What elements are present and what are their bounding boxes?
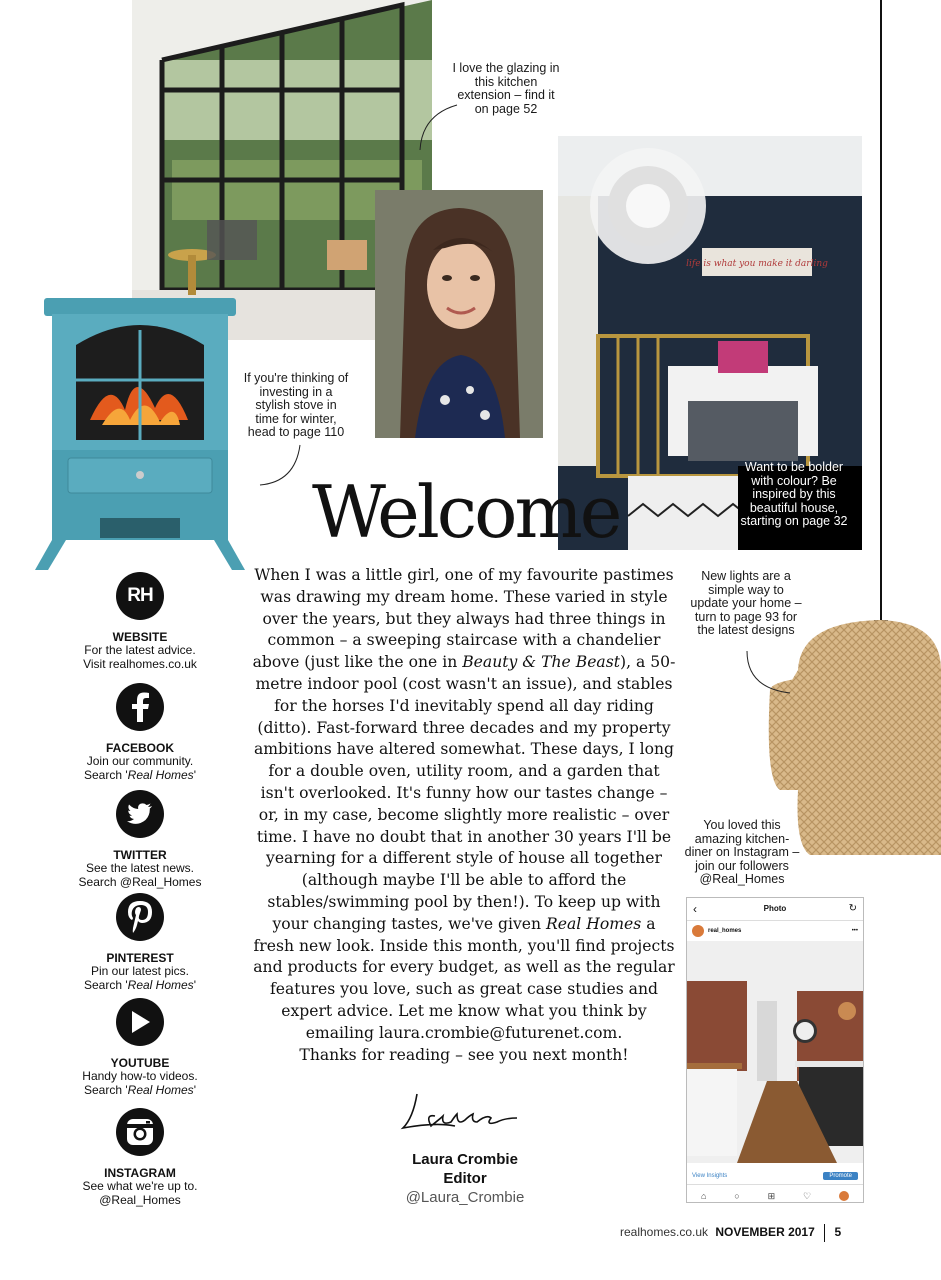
instagram-caption: You loved this amazing kitchen-diner on Instagram – join our followers @Real_Homes	[684, 818, 800, 886]
social-line-part: Search '	[84, 1082, 128, 1097]
social-line: Handy how-to videos.	[82, 1069, 198, 1083]
facebook-icon	[116, 683, 164, 731]
phone-header-title: Photo	[763, 904, 787, 913]
home-icon[interactable]: ⌂	[700, 1191, 707, 1201]
letter-paragraph	[252, 565, 676, 1045]
social-youtube[interactable]	[70, 998, 210, 1097]
more-options-icon[interactable]: •••	[851, 928, 858, 934]
promote-button[interactable]: Promote	[823, 1172, 858, 1180]
stove-pointer-line	[255, 440, 305, 490]
social-line	[70, 1084, 210, 1098]
phone-header	[687, 898, 863, 921]
glazing-caption: I love the glazing in this kitchen extension – find it on page 52	[452, 61, 560, 116]
twitter-icon	[116, 790, 164, 838]
social-line-part: Search '	[84, 977, 128, 992]
search-icon[interactable]: ○	[734, 1191, 740, 1201]
post-account-row	[687, 921, 863, 941]
editor-letter	[252, 565, 676, 1066]
heart-icon[interactable]: ♡	[803, 1190, 812, 1201]
youtube-icon	[116, 998, 164, 1046]
social-line	[70, 979, 210, 993]
lights-pointer-line	[742, 648, 792, 698]
social-line: Join our community.	[86, 754, 194, 768]
bedroom-caption: Want to be bolder with colour? Be inspired by this beautiful house, starting on page 32	[740, 460, 848, 528]
editor-credit	[360, 1150, 570, 1207]
social-pinterest[interactable]	[70, 893, 210, 992]
social-line-part: '	[193, 977, 196, 992]
social-line-part: Search '	[84, 767, 128, 782]
editor-handle[interactable]: @Laura_Crombie	[405, 1189, 525, 1206]
editor-role: Editor	[443, 1170, 487, 1187]
social-line: For the latest advice.	[84, 643, 196, 657]
lights-caption: New lights are a simple way to update your home – turn to page 93 for the latest designs	[690, 569, 802, 637]
social-twitter[interactable]	[70, 790, 210, 889]
social-title: YOUTUBE	[110, 1056, 170, 1070]
letter-text: a fresh new look. Inside this month, you'll find projects and products for every budget, as well as the regular features you love, such as great case studies and expert advice. Let me know what you think by emailing laura.crombie@futurenet.com.	[253, 914, 675, 1042]
pinterest-icon	[116, 893, 164, 941]
social-instagram[interactable]	[70, 1108, 210, 1207]
social-line-part: Real Homes	[127, 767, 194, 782]
social-title: WEBSITE	[112, 630, 168, 644]
editor-portrait-photo	[375, 190, 543, 438]
social-title: TWITTER	[113, 848, 167, 862]
account-avatar[interactable]	[692, 925, 704, 937]
social-line[interactable]: @Real_Homes	[99, 1192, 181, 1207]
lamp-cord	[880, 0, 882, 630]
social-line-part: Real Homes	[127, 1082, 194, 1097]
social-title: PINTEREST	[106, 951, 174, 965]
social-line[interactable]: Search @Real_Homes	[78, 874, 202, 889]
rh-logo-icon	[116, 572, 164, 620]
editor-name: Laura Crombie	[412, 1151, 518, 1168]
rh-logo-text: RH	[127, 585, 153, 606]
social-line	[70, 769, 210, 783]
handwritten-signature	[395, 1088, 535, 1138]
phone-tab-bar	[687, 1184, 863, 1203]
social-title: INSTAGRAM	[104, 1166, 176, 1180]
add-post-icon[interactable]: ⊞	[767, 1190, 776, 1201]
footer-divider	[824, 1224, 825, 1242]
social-line: Pin our latest pics.	[90, 964, 190, 978]
account-name[interactable]: real_homes	[708, 928, 742, 934]
social-title: FACEBOOK	[105, 741, 174, 755]
back-icon[interactable]: ‹	[693, 902, 697, 916]
profile-avatar-icon[interactable]	[839, 1191, 849, 1201]
page-number: 5	[834, 1225, 842, 1240]
view-insights-link[interactable]: View Insights	[692, 1173, 728, 1179]
instagram-icon	[116, 1108, 164, 1156]
social-line[interactable]: Visit realhomes.co.uk	[83, 656, 197, 671]
social-website[interactable]	[70, 572, 210, 671]
footer-issue: NOVEMBER 2017	[715, 1225, 815, 1240]
insights-bar	[687, 1168, 863, 1184]
caption-pointer-line	[412, 100, 462, 155]
social-facebook[interactable]	[70, 683, 210, 782]
letter-text-italic: Beauty & The Beast	[462, 653, 620, 672]
social-line-part: Real Homes	[127, 977, 194, 992]
letter-text: ), a 50-metre indoor pool (cost wasn't an issue), and stables for the horses I'd inevitably spend all day riding (ditto). Fast-forward three decades and my property ambitions have altered somewhat. These days, I long for a double oven, utility room, and a garden that isn't overlooked. It's funny how our tastes change – or, in my case, become slightly more realistic – over time. I have no doubt that in another 30 years I'll be yearning for a different style of house all together (although maybe I'll be able to afford the stables/swimming pool by then!). To keep up with your changing tastes, we've given	[253, 653, 676, 933]
bedroom-wall-sign: life is what you make it darling	[686, 259, 828, 269]
social-line-part: '	[193, 767, 196, 782]
instagram-phone-screenshot	[686, 897, 864, 1203]
refresh-icon[interactable]: ↻	[848, 903, 857, 914]
stove-caption: If you're thinking of investing in a stylish stove in time for winter, head to page 110	[243, 371, 349, 439]
kitchen-diner-photo	[687, 941, 863, 1163]
page-footer	[620, 1224, 890, 1242]
letter-text-italic: Real Homes	[546, 914, 642, 933]
letter-signoff: Thanks for reading – see you next month!	[299, 1045, 629, 1064]
blue-stove-image	[30, 290, 250, 575]
letter-text: When I was a little girl, one of my favourite pastimes was drawing my dream home. These varied in style over the years, but they always had three things in common – a sweeping staircase with a chandelier above (just like the one in	[252, 566, 674, 672]
footer-site[interactable]: realhomes.co.uk	[620, 1225, 709, 1240]
social-line: See what we're up to.	[82, 1179, 198, 1193]
page-title: Welcome	[312, 470, 620, 554]
social-line: See the latest news.	[85, 861, 195, 875]
social-line-part: '	[193, 1082, 196, 1097]
